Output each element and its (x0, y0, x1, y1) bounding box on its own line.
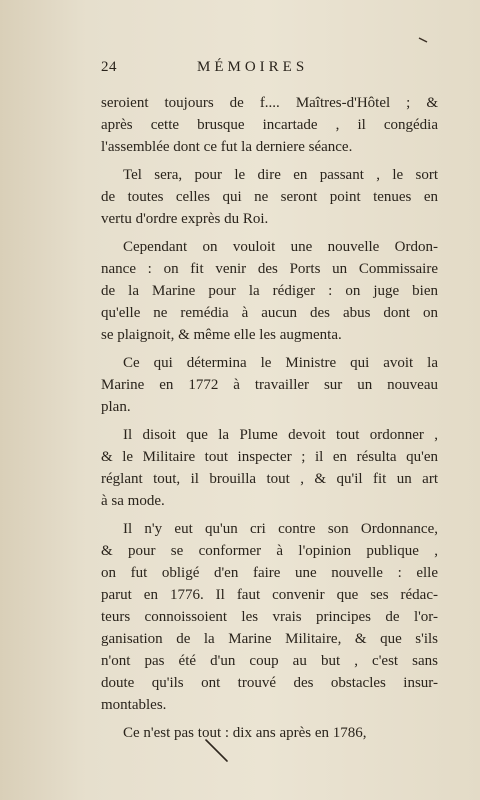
text-line: Il disoit que la Plume devoit tout ordonner , (123, 427, 438, 443)
text-line: Tel sera, pour le dire en passant , le sort (123, 167, 438, 183)
text-line: nance : on fit venir des Ports un Commissaire (101, 261, 438, 277)
text-line: de toutes celles qui ne seront point tenues en (101, 189, 438, 205)
page-text (101, 92, 438, 744)
text-line: seroient toujours de f.... Maîtres-d'Hôtel ; & (101, 95, 438, 111)
paragraph (101, 518, 438, 716)
text-line: à sa mode. (101, 493, 165, 509)
text-line: l'assemblée dont ce fut la derniere séance. (101, 139, 353, 155)
corner-mark (418, 31, 428, 39)
text-line: Il n'y eut qu'un cri contre son Ordonnance, (123, 521, 438, 537)
paragraph (101, 236, 438, 346)
text-line: vertu d'ordre exprès du Roi. (101, 211, 269, 227)
text-line: teurs connoissoient les vrais principes de l'or- (101, 609, 438, 625)
text-line: Cependant on vouloit une nouvelle Ordon- (123, 239, 438, 255)
text-line: & pour se conformer à l'opinion publique , (101, 543, 438, 559)
text-line: on fut obligé d'en faire une nouvelle : elle (101, 565, 438, 581)
paragraph (101, 424, 438, 512)
text-line: qu'elle ne remédia à aucun des abus dont on (101, 305, 438, 321)
running-head: MÉMOIRES (197, 59, 309, 75)
page-header (101, 59, 421, 83)
text-line: doute qu'ils ont trouvé des obstacles insur- (101, 675, 438, 691)
text-line: n'ont pas été d'un coup au but , c'est sans (101, 653, 438, 669)
text-line: plan. (101, 399, 131, 415)
text-line: après cette brusque incartade , il congédia (101, 117, 438, 133)
text-line: de la Marine pour la rédiger : on juge bien (101, 283, 438, 299)
paragraph (101, 722, 438, 744)
text-line: ganisation de la Marine Militaire, & que s'ils (101, 631, 438, 647)
text-line: parut en 1776. Il faut convenir que ses rédac- (101, 587, 438, 603)
text-line: Ce qui détermina le Ministre qui avoit la (123, 355, 438, 371)
text-line: montables. (101, 697, 167, 713)
page-number: 24 (101, 59, 117, 75)
text-line: réglant tout, il brouilla tout , & qu'il fit un art (101, 471, 438, 487)
text-line: & le Militaire tout inspecter ; il en résulta qu'en (101, 449, 438, 465)
paragraph (101, 164, 438, 230)
pen-stroke-mark (203, 737, 231, 765)
paragraph (101, 92, 438, 158)
text-line: se plaignoit, & même elle les augmenta. (101, 327, 342, 343)
text-line: Marine en 1772 à travailler sur un nouveau (101, 377, 438, 393)
text-line: Ce n'est pas tout : dix ans après en 1786, (123, 725, 367, 741)
paragraph (101, 352, 438, 418)
